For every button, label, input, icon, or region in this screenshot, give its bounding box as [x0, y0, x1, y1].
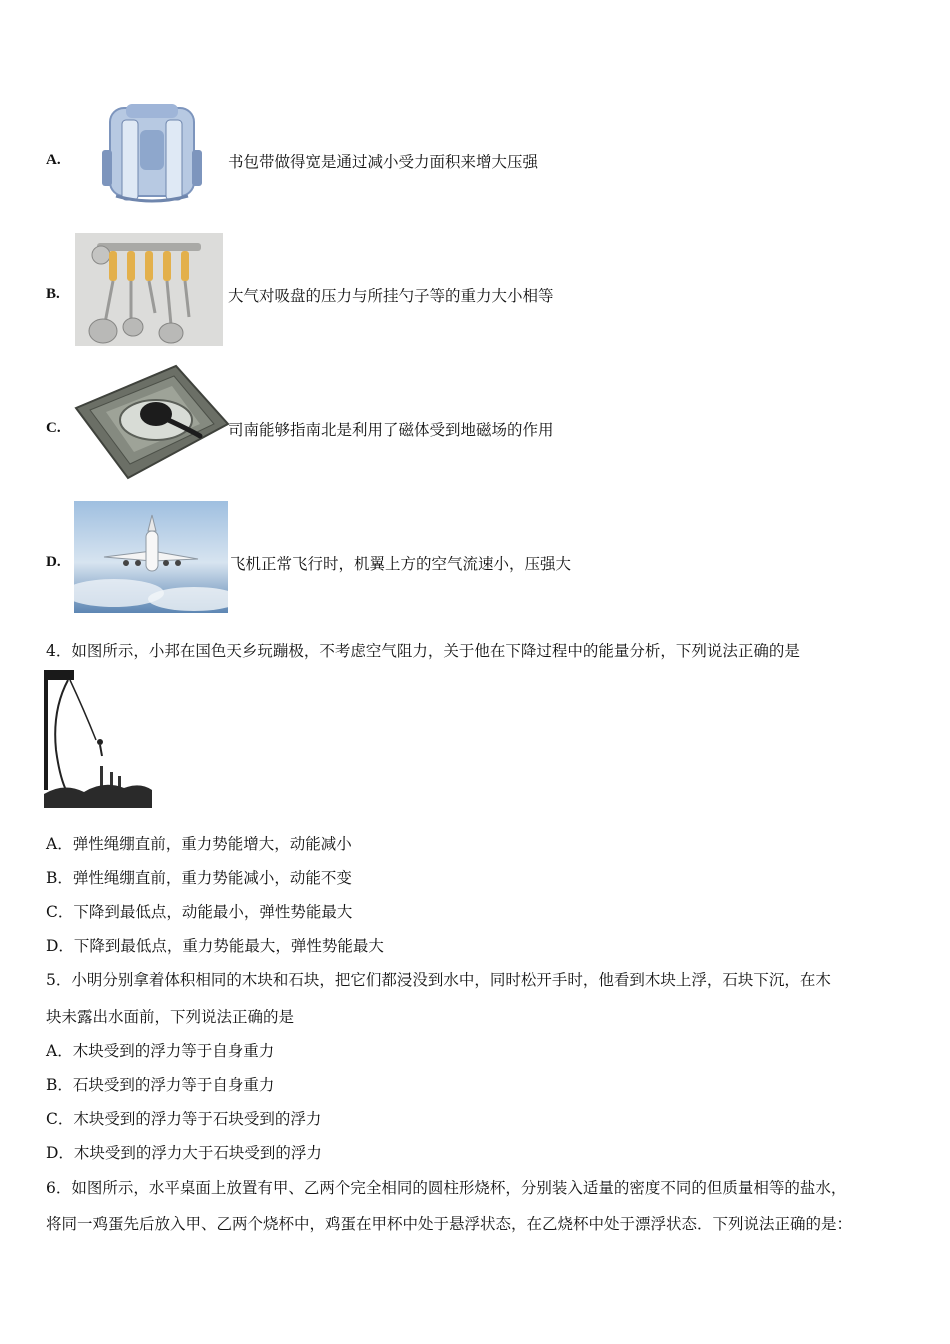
option-b-label: B. [46, 286, 60, 302]
sinan-compass-image [72, 364, 230, 480]
question-5-option-c: C．木块受到的浮力等于石块受到的浮力 [46, 1110, 322, 1128]
airplane-image [74, 501, 228, 613]
question-5-option-d: D．木块受到的浮力大于石块受到的浮力 [46, 1144, 322, 1162]
option-a-label: A. [46, 152, 61, 168]
option-d-label: D. [46, 554, 61, 570]
question-5-option-b: B．石块受到的浮力等于自身重力 [46, 1076, 275, 1094]
question-5-stem-line1: 5．小明分别拿着体积相同的木块和石块，把它们都浸没到水中，同时松开手时，他看到木块上浮，石块下沉，在木 [46, 971, 831, 989]
question-6-stem-line1: 6．如图所示，水平桌面上放置有甲、乙两个完全相同的圆柱形烧杯，分别装入适量的密度不同的但质量相等的盐水， [46, 1179, 847, 1197]
option-d-text: 飞机正常飞行时，机翼上方的空气流速小，压强大 [230, 555, 572, 573]
question-4-option-a: A．弹性绳绷直前，重力势能增大，动能减小 [46, 835, 352, 853]
question-6-stem-line2: 将同一鸡蛋先后放入甲、乙两个烧杯中，鸡蛋在甲杯中处于悬浮状态，在乙烧杯中处于漂浮状态．下列说法正确的是： [46, 1215, 853, 1233]
suction-hook-ladles-image [75, 233, 223, 346]
question-5-stem-line2: 块未露出水面前，下列说法正确的是 [46, 1008, 295, 1026]
option-c-label: C. [46, 420, 61, 436]
bungee-jump-image [44, 670, 152, 808]
question-4-option-d: D．下降到最低点，重力势能最大，弹性势能最大 [46, 937, 384, 955]
option-a-text: 书包带做得宽是通过减小受力面积来增大压强 [228, 153, 539, 171]
question-4-option-b: B．弹性绳绷直前，重力势能减小，动能不变 [46, 869, 352, 887]
question-5-option-a: A．木块受到的浮力等于自身重力 [46, 1042, 275, 1060]
option-c-text: 司南能够指南北是利用了磁体受到地磁场的作用 [228, 421, 554, 439]
option-b-text: 大气对吸盘的压力与所挂勺子等的重力大小相等 [228, 287, 554, 305]
question-4-stem: 4．如图所示，小邦在国色天乡玩蹦极，不考虑空气阻力，关于他在下降过程中的能量分析，下列说法正确的是 [46, 642, 800, 660]
backpack-image [96, 100, 208, 210]
question-4-option-c: C．下降到最低点，动能最小，弹性势能最大 [46, 903, 353, 921]
